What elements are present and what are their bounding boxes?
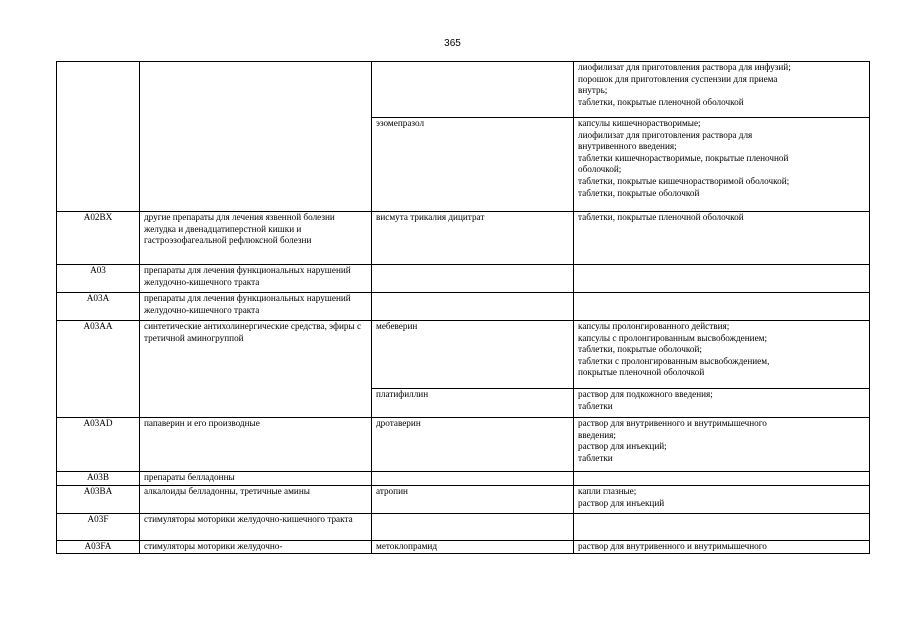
drug-cell — [372, 265, 574, 293]
forms-cell — [574, 118, 870, 212]
atc-code-cell: A03 — [57, 265, 140, 293]
drug-table — [56, 61, 870, 554]
group-text: стимуляторы моторики желудочно- — [144, 541, 283, 551]
form-line: лиофилизат для приготовления раствора для — [578, 129, 753, 140]
atc-code-cell: A03B — [57, 472, 140, 486]
group-cell — [140, 472, 372, 486]
form-line: покрытые пленочной оболочкой — [578, 367, 705, 378]
form-line: капсулы кишечнорастворимые; — [578, 118, 701, 128]
atc-code-cell: A03BA — [57, 486, 140, 514]
table-row — [57, 212, 870, 265]
forms-cell — [574, 265, 870, 293]
form-line: лиофилизат для приготовления раствора для инфузий; — [578, 62, 791, 72]
group-cell — [140, 541, 372, 554]
forms-cell — [574, 389, 870, 418]
form-line: таблетки — [578, 400, 613, 411]
group-text: синтетические антихолинергические средства, эфиры с третичной аминогруппой — [144, 321, 362, 343]
group-text: препараты для лечения функциональных нарушений желудочно-кишечного тракта — [144, 265, 351, 287]
form-line: внутривенного введения; — [578, 141, 677, 152]
table-row — [57, 265, 870, 293]
forms-cell — [574, 541, 870, 554]
table-row — [57, 321, 870, 389]
form-line: раствор для внутривенного и внутримышечного — [578, 418, 767, 428]
forms-cell — [574, 212, 870, 265]
group-cell — [140, 514, 372, 541]
table-row — [57, 514, 870, 541]
table-row — [57, 293, 870, 321]
drug-cell — [372, 62, 574, 118]
atc-code-cell: A03AA — [57, 321, 140, 418]
group-cell — [140, 418, 372, 472]
form-line: раствор для подкожного введения; — [578, 389, 713, 399]
form-line: внутрь; — [578, 85, 608, 96]
group-text: другие препараты для лечения язвенной болезни желудка и двенадцатиперстной кишки и гастроэзофагеальной рефлюксной болезни — [144, 212, 335, 246]
form-line: порошок для приготовления суспензии для приема — [578, 73, 778, 84]
drug-cell: дротаверин — [372, 418, 574, 472]
form-line: таблетки, покрытые оболочкой; — [578, 344, 702, 355]
forms-cell — [574, 418, 870, 472]
drug-cell — [372, 293, 574, 321]
group-text: стимуляторы моторики желудочно-кишечного тракта — [144, 514, 353, 524]
drug-cell: мебеверин — [372, 321, 574, 389]
form-line: раствор для инъекций; — [578, 441, 667, 452]
group-cell — [140, 212, 372, 265]
form-line: таблетки, покрытые пленочной оболочкой — [578, 212, 744, 222]
drug-cell: эзомепразол — [372, 118, 574, 212]
form-line: таблетки с пролонгированным высвобождением, — [578, 355, 770, 366]
group-text: папаверин и его производные — [144, 418, 260, 428]
form-line: капсулы пролонгированного действия; — [578, 321, 730, 331]
atc-code-cell: A03A — [57, 293, 140, 321]
atc-code-cell: A02BX — [57, 212, 140, 265]
form-line: таблетки, покрытые кишечнорастворимой оболочкой; — [578, 175, 790, 186]
forms-cell — [574, 486, 870, 514]
forms-cell — [574, 293, 870, 321]
group-cell — [140, 486, 372, 514]
drug-cell: метоклопрамид — [372, 541, 574, 554]
group-cell — [140, 293, 372, 321]
atc-code-cell: A03F — [57, 514, 140, 541]
table-row — [57, 541, 870, 554]
drug-cell: платифиллин — [372, 389, 574, 418]
atc-code-cell: A03FA — [57, 541, 140, 554]
group-text: препараты для лечения функциональных нарушений желудочно-кишечного тракта — [144, 293, 351, 315]
form-line: введения; — [578, 429, 616, 440]
form-line: капли глазные; — [578, 486, 637, 496]
form-line: таблетки — [578, 452, 613, 463]
form-line: таблетки, покрытые оболочкой — [578, 187, 700, 198]
atc-code-cell — [57, 62, 140, 212]
forms-cell — [574, 62, 870, 118]
form-line: капсулы с пролонгированным высвобождением; — [578, 332, 768, 343]
form-line: таблетки кишечнорастворимые, покрытые пленочной — [578, 152, 789, 163]
atc-code-cell: A03AD — [57, 418, 140, 472]
group-text: препараты белладонны — [144, 472, 235, 482]
group-cell — [140, 265, 372, 293]
drug-cell: атропин — [372, 486, 574, 514]
forms-cell — [574, 514, 870, 541]
forms-cell — [574, 472, 870, 486]
drug-cell — [372, 514, 574, 541]
table-row — [57, 486, 870, 514]
form-line: таблетки, покрытые пленочной оболочкой — [578, 96, 744, 107]
forms-cell — [574, 321, 870, 389]
form-line: раствор для инъекций — [578, 497, 665, 508]
group-cell — [140, 321, 372, 418]
page-number: 365 — [444, 38, 461, 49]
form-line: раствор для внутривенного и внутримышечного — [578, 541, 767, 551]
drug-cell: висмута трикалия дицитрат — [372, 212, 574, 265]
drug-cell — [372, 472, 574, 486]
form-line: оболочкой; — [578, 164, 622, 175]
table-row — [57, 418, 870, 472]
table-row — [57, 472, 870, 486]
table-row — [57, 62, 870, 118]
group-cell — [140, 62, 372, 212]
group-text: алкалоиды белладонны, третичные амины — [144, 486, 310, 496]
